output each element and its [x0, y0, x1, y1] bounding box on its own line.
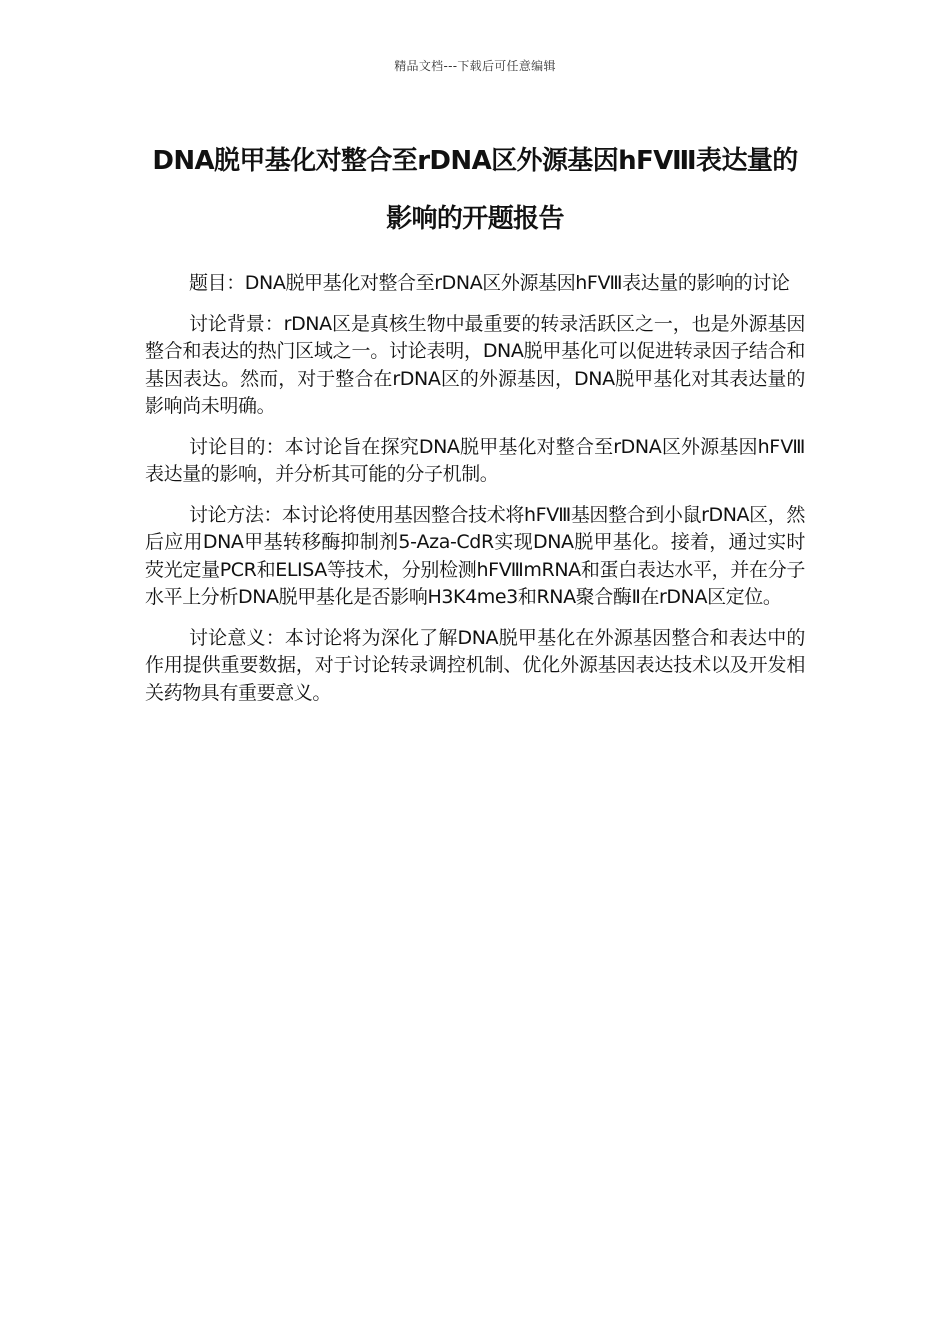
paragraph-methods: 讨论方法：本讨论将使用基因整合技术将hFⅧ基因整合到小鼠rDNA区，然后应用DNA甲基转移酶抑制剂5-Aza-CdR实现DNA脱甲基化。接着，通过实时荧光定量PCR和ELISA等技术，分别检测hFⅧmRNA和蛋白表达水平，并在分子水平上分析DNA脱甲基化是否影响H3K4me3和RNA聚合酶Ⅱ在rDNA区定位。	[145, 503, 805, 608]
document-title: DNA脱甲基化对整合至rDNA区外源基因hFⅧ表达量的影响的开题报告	[152, 146, 798, 234]
header-note: 精品文档---下载后可任意编辑	[394, 59, 556, 73]
paragraph-purpose: 讨论目的：本讨论旨在探究DNA脱甲基化对整合至rDNA区外源基因hFⅧ表达量的影响，并分析其可能的分子机制。	[145, 435, 805, 485]
paragraph-topic: 题目：DNA脱甲基化对整合至rDNA区外源基因hFⅧ表达量的影响的讨论	[189, 272, 790, 294]
paragraph-significance: 讨论意义：本讨论将为深化了解DNA脱甲基化在外源基因整合和表达中的作用提供重要数据，对于讨论转录调控机制、优化外源基因表达技术以及开发相关药物具有重要意义。	[145, 626, 805, 704]
document-body	[145, 270, 805, 720]
paragraph-background: 讨论背景：rDNA区是真核生物中最重要的转录活跃区之一，也是外源基因整合和表达的热门区域之一。讨论表明，DNA脱甲基化可以促进转录因子结合和基因表达。然而，对于整合在rDNA区的外源基因，DNA脱甲基化对其表达量的影响尚未明确。	[145, 312, 805, 417]
